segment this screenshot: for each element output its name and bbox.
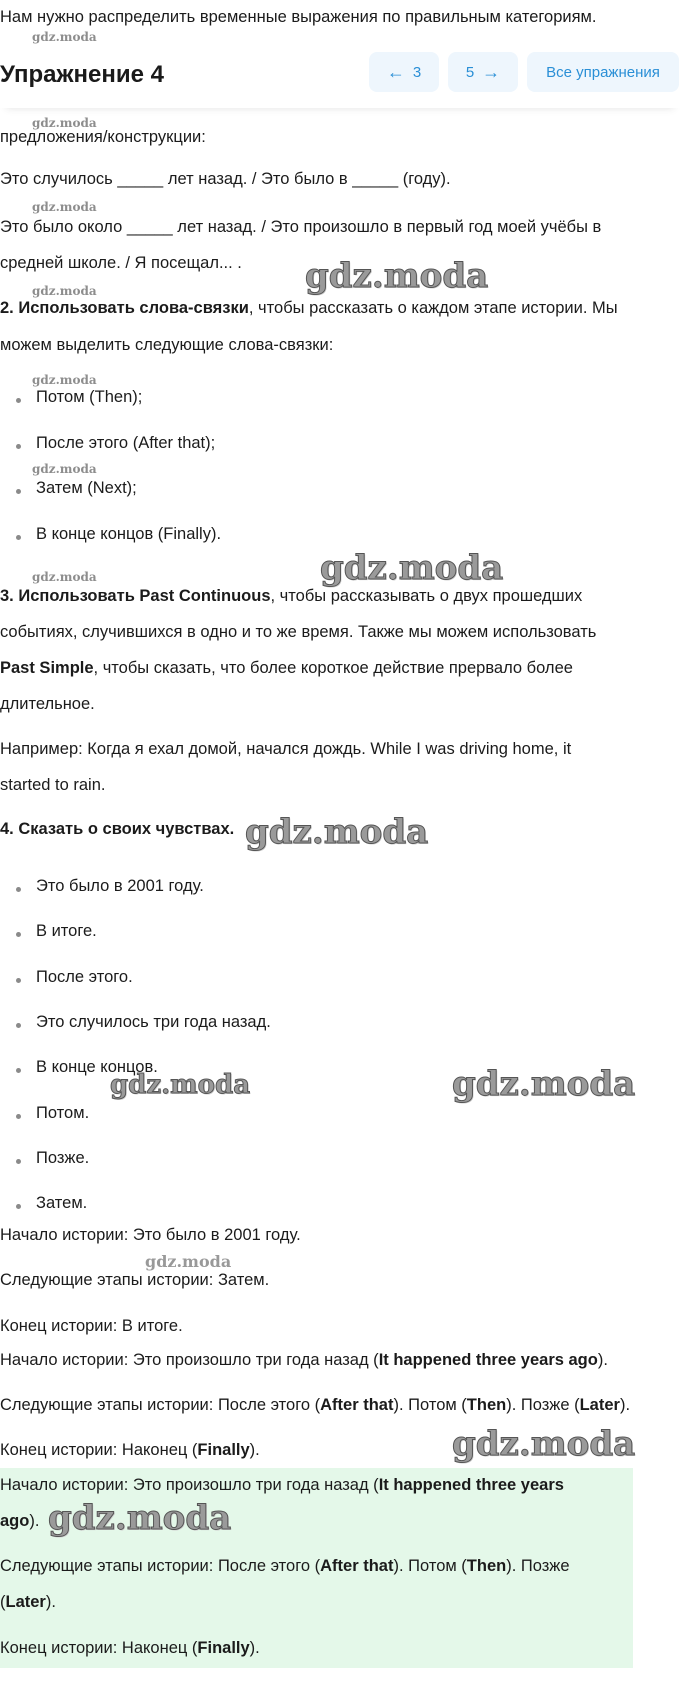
answer-next-cont: [0, 1593, 56, 1612]
text-line: предложения/конструкции:: [0, 128, 206, 146]
bullet-icon: [16, 444, 21, 449]
story-next: [0, 1396, 630, 1415]
answer-text: Конец истории: Наконец (: [0, 1639, 198, 1657]
watermark: gdz.moda: [32, 200, 97, 214]
prev-exercise-button[interactable]: [369, 52, 439, 92]
answer-text: ).: [249, 1639, 260, 1657]
watermark: gdz.moda: [32, 462, 97, 476]
watermark: gdz.moda: [245, 812, 429, 852]
text-line: длительное.: [0, 695, 95, 713]
list-item: После этого.: [36, 968, 133, 986]
answer-english: Later: [5, 1593, 46, 1611]
bullet-icon: [16, 932, 21, 937]
arrow-left-icon: ←: [386, 61, 405, 82]
bullet-icon: [16, 978, 21, 983]
answer-start-cont: [0, 1512, 39, 1531]
next-exercise-button[interactable]: [448, 52, 518, 92]
exercise-title: Упражнение 4: [0, 61, 164, 88]
bullet-icon: [16, 1068, 21, 1073]
list-item: Потом.: [36, 1104, 90, 1122]
answer-next: [0, 1557, 570, 1576]
answer-text: ).: [45, 1593, 56, 1611]
watermark: gdz.moda: [32, 284, 97, 298]
example-line: started to rain.: [0, 776, 106, 794]
past-simple-term: Past Simple: [0, 659, 94, 677]
section-2-heading: 2. Использовать слова-связки: [0, 299, 249, 317]
answer-english: After that: [320, 1557, 394, 1575]
bullet-icon: [16, 1159, 21, 1164]
section-3-heading: 3. Использовать Past Continuous: [0, 587, 271, 605]
text-line: Это случилось _____ лет назад. / Это было в _____ (году).: [0, 170, 451, 188]
answer-text: Начало истории: Это произошло три года назад (: [0, 1476, 379, 1494]
section-2-line: [0, 299, 618, 318]
bullet-icon: [16, 535, 21, 540]
story-text: ). Позже (: [506, 1396, 580, 1414]
bullet-icon: [16, 887, 21, 892]
list-item: В конце концов (Finally).: [36, 525, 222, 543]
arrow-right-icon: →: [482, 61, 501, 82]
story-end: Конец истории: В итоге.: [0, 1317, 183, 1335]
list-item: Затем (Next);: [36, 479, 137, 497]
list-item: Это случилось три года назад.: [36, 1013, 271, 1031]
story-text: Следующие этапы истории: После этого (: [0, 1396, 321, 1414]
list-item: В итоге.: [36, 922, 97, 940]
all-exercises-label: Все упражнения: [546, 63, 660, 81]
bullet-icon: [16, 1114, 21, 1119]
list-item: Затем.: [36, 1194, 88, 1212]
intro-text: Нам нужно распределить временные выражения по правильным категориям.: [0, 8, 597, 26]
text-line: событиях, случившихся в одно и то же время. Также мы можем использовать: [0, 623, 597, 641]
text-line: средней школе. / Я посещал... .: [0, 254, 242, 272]
section-4-heading: 4. Сказать о своих чувствах.: [0, 820, 235, 838]
watermark: gdz.moda: [110, 1070, 251, 1100]
exercise-header: [0, 46, 680, 108]
answer-end: [0, 1639, 260, 1658]
watermark: gdz.moda: [48, 1498, 232, 1538]
text-line: можем выделить следующие слова-связки:: [0, 336, 334, 354]
answer-text: Следующие этапы истории: После этого (: [0, 1557, 321, 1575]
answer-english: ago: [0, 1512, 30, 1530]
list-item: Потом (Then);: [36, 388, 143, 406]
list-item: Позже.: [36, 1149, 90, 1167]
story-english: It happened three years ago: [378, 1351, 598, 1369]
list-item: После этого (After that);: [36, 434, 216, 452]
story-english: Finally: [197, 1441, 250, 1459]
story-next: Следующие этапы истории: Затем.: [0, 1271, 270, 1289]
section-3-line: [0, 587, 582, 606]
all-exercises-button[interactable]: [527, 52, 679, 92]
list-item: В конце концов.: [36, 1058, 158, 1076]
section-2-text: , чтобы рассказать о каждом этапе истории. Мы: [248, 299, 618, 317]
story-end: [0, 1441, 260, 1460]
story-start: Начало истории: Это было в 2001 году.: [0, 1226, 301, 1244]
watermark: gdz.moda: [452, 1064, 636, 1104]
watermark: gdz.moda: [145, 1252, 232, 1271]
bullet-icon: [16, 398, 21, 403]
answer-english: Then: [466, 1557, 507, 1575]
story-english: Then: [466, 1396, 507, 1414]
watermark: gdz.moda: [305, 256, 489, 296]
example-line: Например: Когда я ехал домой, начался дождь. While I was driving home, it: [0, 740, 572, 758]
watermark: gdz.moda: [32, 30, 97, 44]
watermark: gdz.moda: [452, 1424, 636, 1464]
watermark: gdz.moda: [320, 548, 504, 588]
story-text: ). Потом (: [393, 1396, 467, 1414]
story-text: ).: [619, 1396, 631, 1414]
watermark: gdz.moda: [32, 116, 97, 130]
answer-english: Finally: [197, 1639, 250, 1657]
watermark: gdz.moda: [32, 373, 97, 387]
story-text: ).: [597, 1351, 608, 1369]
story-text: ).: [249, 1441, 260, 1459]
prev-exercise-label: 3: [412, 63, 422, 81]
bullet-icon: [16, 1204, 21, 1209]
answer-start: [0, 1476, 564, 1495]
answer-english: It happened three years: [378, 1476, 564, 1494]
bullet-icon: [16, 489, 21, 494]
story-english: Later: [579, 1396, 620, 1414]
answer-text: ).: [29, 1512, 40, 1530]
text-line: [0, 659, 573, 678]
text-line: Это было около _____ лет назад. / Это произошло в первый год моей учёбы в: [0, 218, 602, 236]
section-3-text: , чтобы рассказывать о двух прошедших: [270, 587, 583, 605]
bullet-icon: [16, 1023, 21, 1028]
answer-text: ). Позже: [506, 1557, 570, 1575]
answer-text: ). Потом (: [393, 1557, 467, 1575]
story-english: After that: [320, 1396, 394, 1414]
answer-text: (: [0, 1593, 6, 1611]
story-start: [0, 1351, 608, 1370]
story-text: Начало истории: Это произошло три года назад (: [0, 1351, 379, 1369]
section-3-text: , чтобы сказать, что более короткое действие прервало более: [93, 659, 573, 677]
story-text: Конец истории: Наконец (: [0, 1441, 198, 1459]
watermark: gdz.moda: [32, 570, 97, 584]
next-exercise-label: 5: [465, 63, 475, 81]
list-item: Это было в 2001 году.: [36, 877, 204, 895]
